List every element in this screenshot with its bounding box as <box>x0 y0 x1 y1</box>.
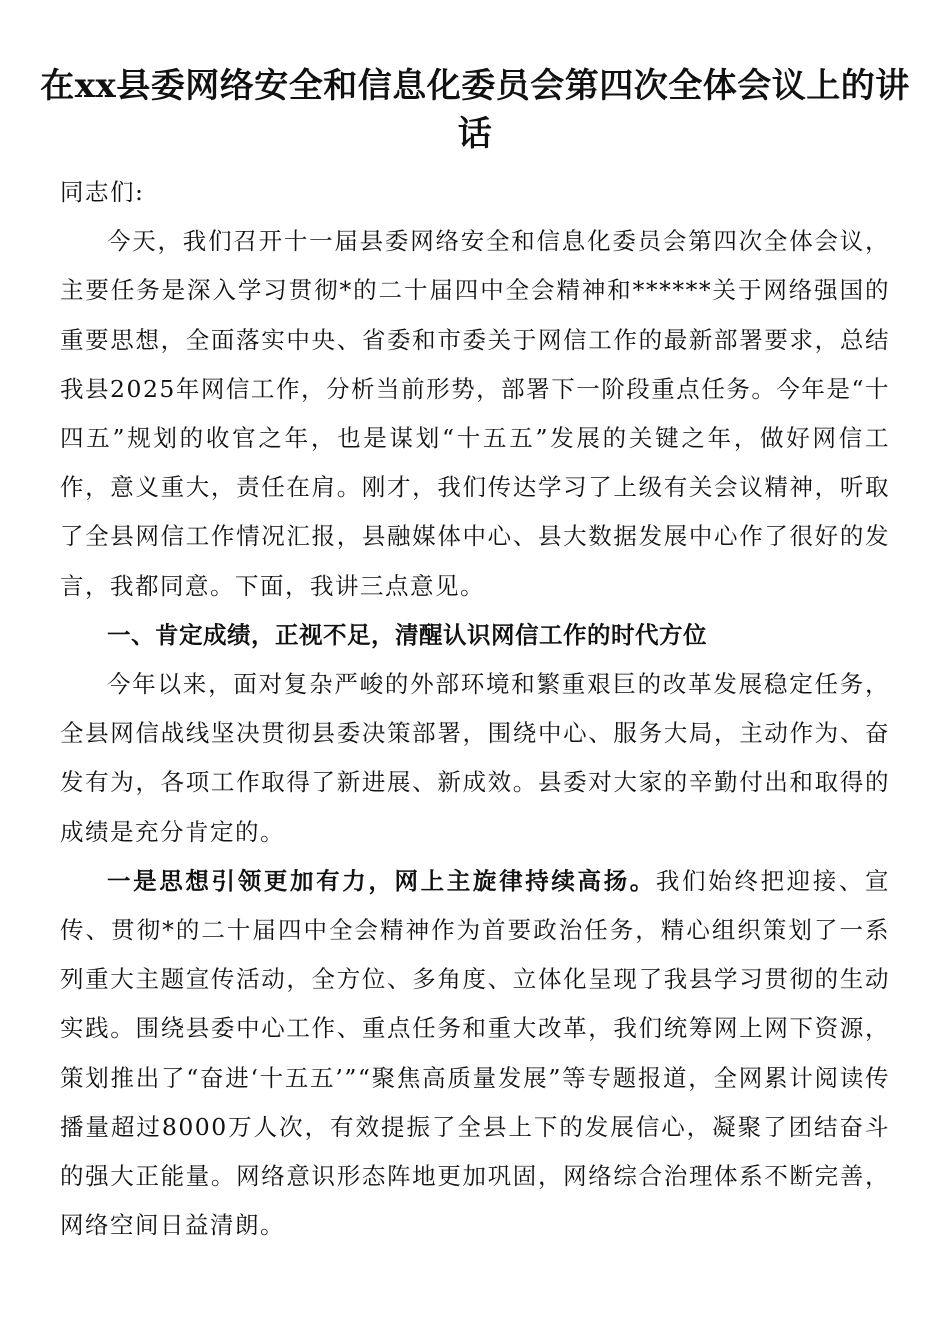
document-title: 在xx县委网络安全和信息化委员会第四次全体会议上的讲话 <box>40 66 910 154</box>
point1-paragraph <box>60 857 890 1251</box>
document-body <box>60 168 890 1250</box>
section-heading-1: 一、肯定成绩，正视不足，清醒认识网信工作的时代方位 <box>107 620 707 649</box>
intro-paragraph: 今天，我们召开十一届县委网络安全和信息化委员会第四次全体会议，主要任务是深入学习贯彻*的二十届四中全会精神和******关于网络强国的重要思想，全面落实中央、省委和市委关于网信工作的最新部署要求，总结我县2025年网信工作，分析当前形势，部署下一阶段重点任务。今年是“十四五”规划的收官之年，也是谋划“十五五”发展的关键之年，做好网信工作，意义重大，责任在肩。刚才，我们传达学习了上级有关会议精神，听取了全县网信工作情况汇报，县融媒体中心、县大数据发展中心作了很好的发言，我都同意。下面，我讲三点意见。 <box>60 227 890 600</box>
point1-lead: 一是思想引领更加有力，网上主旋律持续高扬。 <box>107 866 656 895</box>
point1-text: 我们始终把迎接、宣传、贯彻*的二十届四中全会精神作为首要政治任务，精心组织策划了一系列重大主题宣传活动，全方位、多角度、立体化呈现了我县学习贯彻的生动实践。围绕县委中心工作、重点任务和重大改革，我们统筹网上网下资源，策划推出了“奋进‘十五五’”“聚焦高质量发展”等专题报道，全网累计阅读传播量超过8000万人次，有效提振了全县上下的发展信心，凝聚了团结奋斗的强大正能量。网络意识形态阵地更加巩固，网络综合治理体系不断完善，网络空间日益清朗。 <box>60 866 891 1240</box>
section1-paragraph: 今年以来，面对复杂严峻的外部环境和繁重艰巨的改革发展稳定任务，全县网信战线坚决贯彻县委决策部署，围绕中心、服务大局，主动作为、奋发有为，各项工作取得了新进展、新成效。县委对大家的辛勤付出和取得的成绩是充分肯定的。 <box>60 670 890 846</box>
salutation: 同志们: <box>60 178 145 206</box>
